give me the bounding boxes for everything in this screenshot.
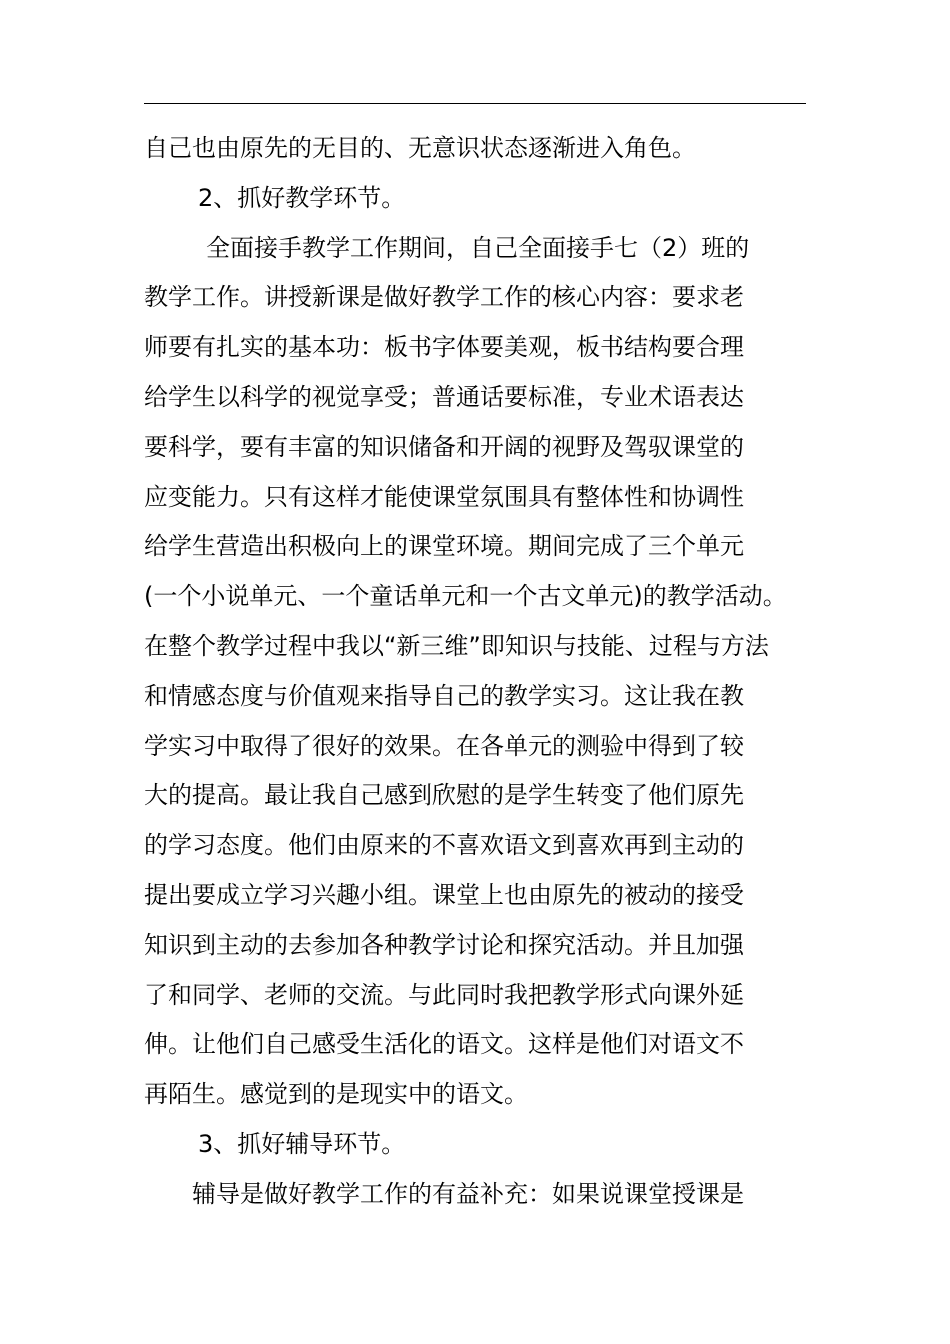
text-line: 学实习中取得了很好的效果。在各单元的测验中得到了较	[144, 731, 744, 760]
text-line: 了和同学、老师的交流。与此同时我把教学形式向课外延	[144, 980, 744, 1009]
body-text	[144, 124, 844, 1220]
paragraph-start: 全面接手教学工作期间，自己全面接手七（2）班的	[206, 233, 750, 262]
text-line: 在整个教学过程中我以“新三维”即知识与技能、过程与方法	[144, 631, 769, 660]
text-line: 给学生以科学的视觉享受；普通话要标准，专业术语表达	[144, 382, 744, 411]
text-line: (一个小说单元、一个童话单元和一个古文单元)的教学活动。	[144, 582, 787, 611]
text-line: 知识到主动的去参加各种教学讨论和探究活动。并且加强	[144, 930, 744, 959]
text-line: 大的提高。最让我自己感到欣慰的是学生转变了他们原先	[144, 781, 744, 810]
text-line: 自己也由原先的无目的、无意识状态逐渐进入角色。	[144, 134, 696, 162]
text-line: 应变能力。只有这样才能使课堂氛围具有整体性和协调性	[144, 482, 744, 511]
text-line: 师要有扎实的基本功：板书字体要美观，板书结构要合理	[144, 333, 744, 362]
section-heading: 3、抓好辅导环节。	[198, 1129, 406, 1158]
text-line: 给学生营造出积极向上的课堂环境。期间完成了三个单元	[144, 532, 744, 561]
section-heading: 2、抓好教学环节。	[198, 183, 406, 212]
text-line: 再陌生。感觉到的是现实中的语文。	[144, 1080, 528, 1109]
text-line: 伸。让他们自己感受生活化的语文。这样是他们对语文不	[144, 1030, 744, 1059]
text-line: 教学工作。讲授新课是做好教学工作的核心内容：要求老	[144, 283, 744, 312]
paragraph-start: 辅导是做好教学工作的有益补充：如果说课堂授课是	[192, 1179, 744, 1208]
text-line: 和情感态度与价值观来指导自己的教学实习。这让我在教	[144, 681, 744, 710]
text-line: 的学习态度。他们由原来的不喜欢语文到喜欢再到主动的	[144, 831, 744, 860]
text-line: 提出要成立学习兴趣小组。课堂上也由原先的被动的接受	[144, 880, 744, 909]
header-rule	[144, 103, 806, 104]
text-line: 要科学，要有丰富的知识储备和开阔的视野及驾驭课堂的	[144, 432, 744, 461]
